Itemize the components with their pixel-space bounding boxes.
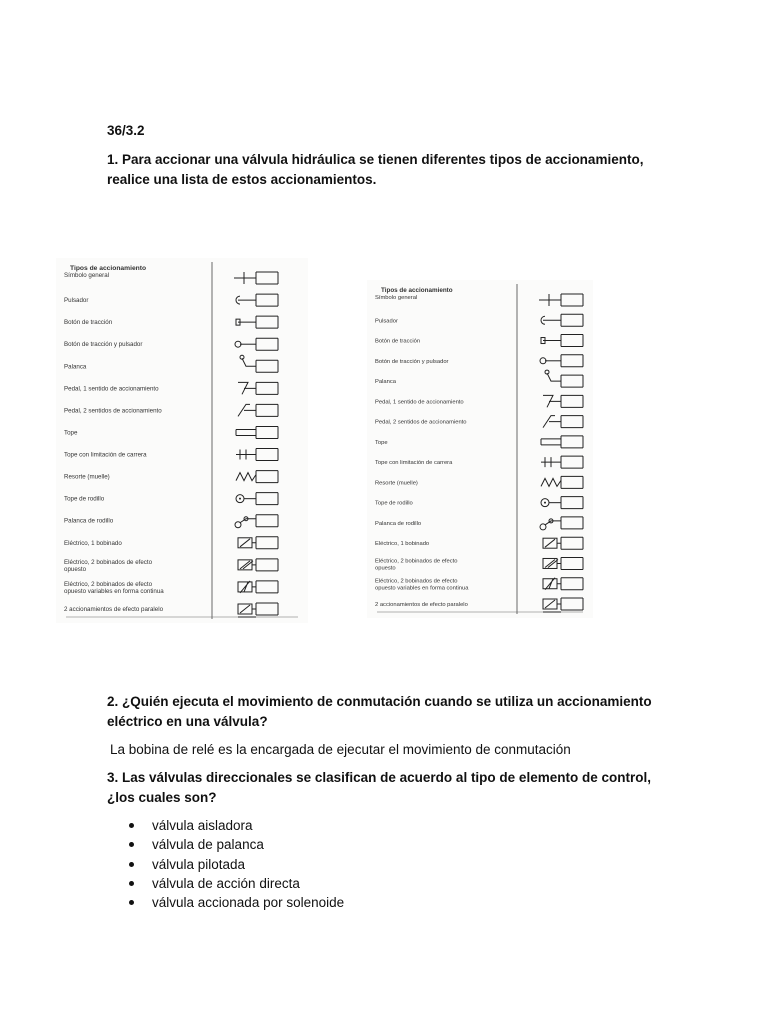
question-2: 2. ¿Quién ejecuta el movimiento de conmutación cuando se utiliza un accionamiento eléctrico en una válvula? [107,694,652,729]
table-title: Tipos de accionamiento [381,287,453,294]
answer-2: La bobina de relé es la encargada de ejecutar el movimiento de conmutación [110,742,571,757]
lever-symbol-icon [240,355,278,372]
solenoid1-symbol-icon [238,537,278,549]
list-item [107,835,344,854]
table-title: Tipos de accionamiento [70,265,147,272]
actuation-label: Pulsador [375,318,398,325]
solenoid2-symbol-icon [543,557,583,569]
list-item-text: válvula de acción directa [152,875,300,891]
plunger-limit-symbol-icon [541,456,583,468]
list-item [107,874,344,893]
pedal2-symbol-icon [543,416,583,428]
actuation-label: Símbolo general [64,272,110,279]
bullet-icon [129,862,134,867]
bullet-icon [129,900,134,905]
pedal2-symbol-icon [238,404,278,416]
actuation-label: Botón de tracción [375,338,421,345]
actuation-label: Tope con limitación de carrera [375,460,453,467]
pedal1-symbol-icon [238,382,278,394]
roller-symbol-icon [236,493,278,505]
pushbutton-symbol-icon [541,314,583,326]
solenoid-prop-symbol-icon [238,581,278,593]
parallel-symbol-icon [238,603,278,617]
actuation-label: Pedal, 2 sentidos de accionamiento [64,407,162,415]
actuation-label: Palanca de rodillo [375,520,422,527]
pull-symbol-icon [236,316,278,328]
actuation-label: Palanca [64,363,87,371]
actuation-label: Botón de tracción y pulsador [64,341,143,349]
list-item [107,816,344,835]
list-item-text: válvula accionada por solenoide [152,895,345,911]
actuation-label: Tope [375,439,388,446]
pushpull-symbol-icon [235,338,278,350]
solenoid1-symbol-icon [543,537,583,549]
actuation-label: Botón de tracción [64,319,113,327]
valve-type-list [107,816,344,912]
general-symbol-icon [539,294,583,306]
parallel-symbol-icon [543,598,583,612]
actuation-label: Eléctrico, 2 bobinados de efecto [375,578,458,585]
question-3: 3. Las válvulas direccionales se clasifican de acuerdo al tipo de elemento de control, ¿los cuales son? [107,770,651,805]
list-item [107,893,344,912]
lever-symbol-icon [545,370,583,387]
actuation-label: Resorte (muelle) [64,473,110,481]
actuation-label: Eléctrico, 1 bobinado [375,541,430,548]
actuation-label: opuesto variables en forma continua [375,585,469,592]
actuation-label: Pedal, 1 sentido de accionamiento [64,385,159,393]
actuation-label: opuesto [64,566,87,574]
actuation-label: 2 accionamientos de efecto paralelo [64,606,164,613]
actuation-label: Resorte (muelle) [375,480,418,487]
actuation-label: 2 accionamientos de efecto paralelo [375,602,468,608]
bullet-icon [129,842,134,847]
actuation-symbol-table [56,258,308,623]
pushpull-symbol-icon [540,355,583,367]
list-item-text: válvula aisladora [152,818,253,833]
general-symbol-icon [234,272,278,284]
roller-lever-symbol-icon [235,515,278,528]
actuation-symbol-table [367,280,593,618]
actuation-label: Eléctrico, 2 bobinados de efecto [64,580,153,588]
actuation-label: Tope con limitación de carrera [64,451,147,459]
actuation-label: Tope [64,429,78,437]
actuation-label: opuesto variables en forma continua [64,588,164,596]
actuation-label: Palanca [375,379,396,386]
actuation-label: Eléctrico, 2 bobinados de efecto [375,558,458,565]
actuation-label: Pulsador [64,297,89,305]
plunger-limit-symbol-icon [236,449,278,461]
actuation-label: Palanca de rodillo [64,517,114,525]
question-1: 1. Para accionar una válvula hidráulica se tienen diferentes tipos de accionamiento, realice una lista de estos accionamientos. [107,152,644,187]
list-item-text: válvula de palanca [152,837,264,853]
pedal1-symbol-icon [543,395,583,407]
list-item [107,855,344,874]
actuation-label: Eléctrico, 2 bobinados de efecto [64,558,153,566]
actuation-label: Botón de tracción y pulsador [375,358,449,365]
solenoid-prop-symbol-icon [543,578,583,590]
actuation-label: Pedal, 2 sentidos de accionamiento [375,419,467,426]
spring-symbol-icon [541,476,583,488]
pushbutton-symbol-icon [236,294,278,306]
pull-symbol-icon [541,335,583,347]
bullet-icon [129,881,134,886]
list-item-text: válvula pilotada [152,856,246,872]
spring-symbol-icon [236,471,278,483]
roller-lever-symbol-icon [540,517,583,530]
plunger-symbol-icon [541,436,583,448]
actuation-label: Símbolo general [375,295,418,301]
document-reference: 36/3.2 [107,123,145,138]
actuation-label: Tope de rodillo [64,495,105,503]
actuation-label: Tope de rodillo [375,500,413,507]
bullet-icon [129,823,134,828]
roller-symbol-icon [541,497,583,509]
actuation-label: Eléctrico, 1 bobinado [64,539,122,547]
actuation-table-scan-left [56,258,308,623]
solenoid2-symbol-icon [238,559,278,571]
actuation-table-scan-right [367,280,593,618]
actuation-label: Pedal, 1 sentido de accionamiento [375,399,464,406]
plunger-symbol-icon [236,426,278,438]
actuation-label: opuesto [375,565,396,572]
